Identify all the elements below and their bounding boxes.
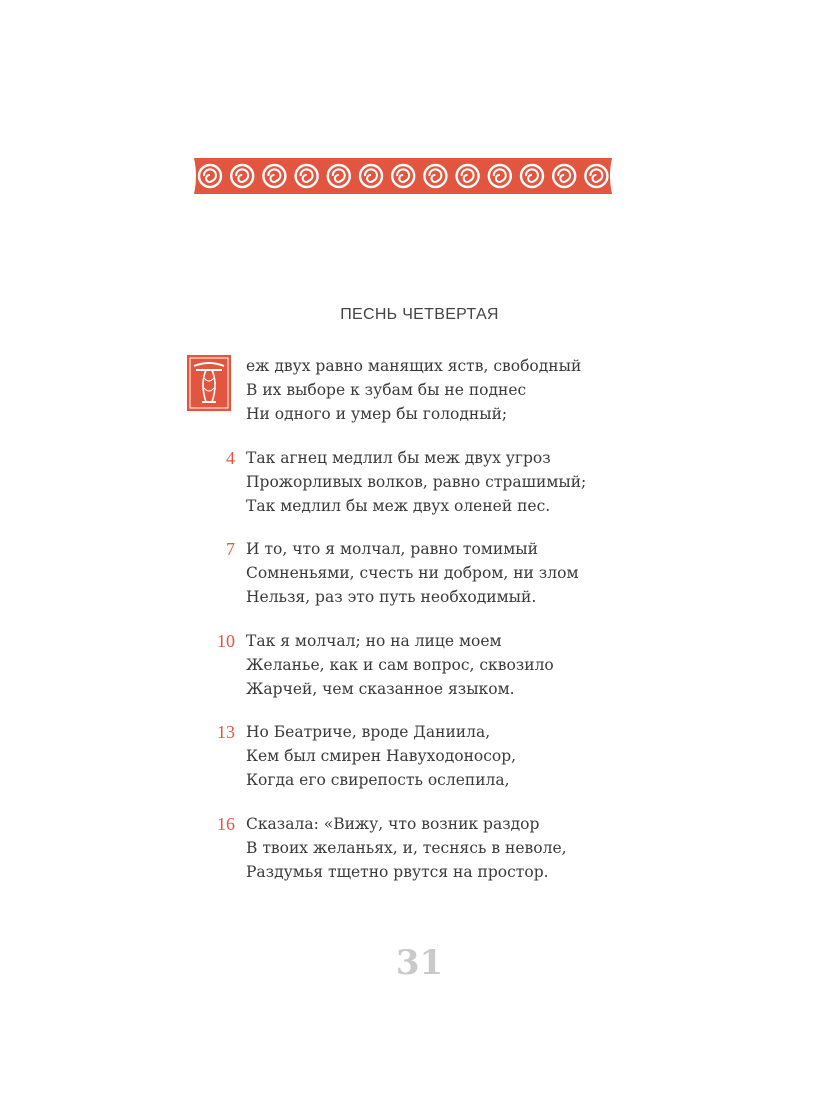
verse-line: Сомненьями, счесть ни добром, ни злом (246, 564, 579, 582)
verse-line: Когда его свирепость ослепила, (246, 771, 510, 789)
verse-line: еж двух равно манящих яств, свободный (246, 357, 582, 375)
verse-line: Так агнец медлил бы меж двух угроз (246, 448, 551, 467)
verse-line: Прожорливых волков, равно страшимый; (246, 472, 587, 491)
line-number: 10 (217, 630, 235, 651)
verse-line: В твоих желаньях, и, теснясь в неволе, (246, 838, 567, 857)
verse-line: Жарчей, чем сказанное языком. (246, 679, 515, 698)
verse-line: Раздумья тщетно рвутся на простор. (246, 862, 549, 881)
line-number: 4 (226, 447, 235, 468)
verse-line: Но Беатриче, вроде Даниила, (246, 723, 491, 741)
verse-line: Нельзя, раз это путь необходимый. (246, 588, 537, 606)
verse-line: Так медлил бы меж двух оленей пес. (246, 496, 551, 515)
page-number: 31 (395, 943, 444, 983)
verse-line: В их выборе к зубам бы не поднес (246, 381, 527, 399)
verse-line: И то, что я молчал, равно томимый (246, 540, 538, 558)
decorative-initial-icon (186, 354, 232, 412)
line-number: 13 (217, 722, 235, 742)
verse-line: Кем был смирен Навуходоносор, (246, 747, 517, 765)
verse-line: Желанье, как и сам вопрос, сквозило (246, 655, 554, 674)
canto-title: ПЕСНЬ ЧЕТВЕРТАЯ (340, 306, 499, 323)
line-number: 7 (226, 539, 235, 559)
line-number: 16 (217, 813, 235, 834)
verse-line: Ни одного и умер бы голодный; (246, 405, 508, 423)
verse-line: Так я молчал; но на лице моем (246, 631, 502, 650)
red-scroll-ornament-icon (188, 156, 618, 196)
verse-line: Сказала: «Вижу, что возник раздор (246, 814, 540, 833)
